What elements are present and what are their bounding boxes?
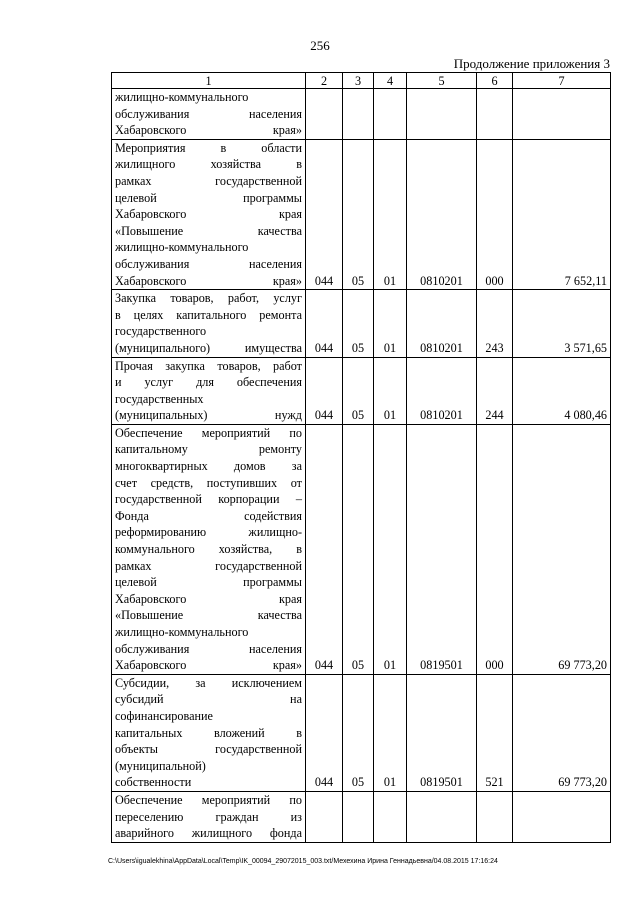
- description-line: жилищного хозяйства в: [115, 157, 302, 172]
- code-cell: 0819501: [407, 424, 477, 674]
- description-line: Мероприятия в области: [115, 140, 302, 155]
- description-line: в целях капитального ремонта: [115, 307, 302, 322]
- description-line: государственной корпорации –: [115, 492, 302, 507]
- description-line: Хабаровского края»: [115, 658, 302, 673]
- description-line: субсидий на: [115, 692, 302, 707]
- code-cell: 01: [374, 674, 407, 791]
- header-cell-1: 1: [112, 73, 306, 89]
- description-line: (муниципального) имущества: [115, 340, 302, 355]
- page-number: 256: [310, 38, 330, 53]
- code-cell: 01: [374, 290, 407, 357]
- code-cell: 521: [477, 674, 513, 791]
- description-line: жилищно-коммунального: [115, 90, 249, 104]
- table-row: [112, 791, 611, 842]
- code-cell: 05: [343, 357, 374, 424]
- description-cell: [112, 424, 306, 674]
- description-line: государственных: [115, 391, 204, 406]
- code-cell: [374, 89, 407, 140]
- amount-cell: [513, 89, 611, 140]
- header-cell-2: 2: [306, 73, 343, 89]
- header-row: [112, 73, 611, 89]
- code-cell: 044: [306, 357, 343, 424]
- code-cell: 01: [374, 357, 407, 424]
- description-line: капитальных вложений в: [115, 725, 302, 740]
- code-cell: 044: [306, 290, 343, 357]
- description-line: (муниципальной): [115, 758, 206, 773]
- code-cell: [477, 89, 513, 140]
- code-cell: 0810201: [407, 139, 477, 289]
- description-line: целевой программы: [115, 190, 302, 205]
- table-row: [112, 424, 611, 674]
- description-line: жилищно-коммунального: [115, 240, 249, 255]
- description-cell: [112, 674, 306, 791]
- description-line: жилищно-коммунального: [115, 625, 249, 639]
- description-line: обслуживания населения: [115, 256, 302, 271]
- code-cell: 05: [343, 674, 374, 791]
- amount-cell: 69 773,20: [513, 424, 611, 674]
- description-line: рамках государственной: [115, 558, 302, 573]
- description-line: реформированию жилищно-: [115, 525, 302, 540]
- description-line: обслуживания населения: [115, 106, 302, 121]
- description-line: обслуживания населения: [115, 641, 302, 656]
- description-cell: [112, 290, 306, 357]
- code-cell: 01: [374, 424, 407, 674]
- description-line: Хабаровского края»: [115, 123, 302, 138]
- description-line: Обеспечение мероприятий по: [115, 792, 302, 807]
- table-row: [112, 139, 611, 289]
- description-line: капитальному ремонту: [115, 442, 302, 457]
- description-line: аварийного жилищного фонда: [115, 826, 302, 841]
- budget-table: [111, 72, 611, 843]
- description-line: Прочая закупка товаров, работ: [115, 358, 302, 373]
- code-cell: 244: [477, 357, 513, 424]
- description-cell: [112, 791, 306, 842]
- description-line: (муниципальных) нужд: [115, 408, 302, 423]
- description-cell: [112, 89, 306, 140]
- code-cell: 000: [477, 139, 513, 289]
- header-cell-3: 3: [343, 73, 374, 89]
- description-line: Хабаровского края: [115, 591, 302, 606]
- description-line: собственности: [115, 775, 192, 790]
- amount-cell: 7 652,11: [513, 139, 611, 289]
- continuation-label: Продолжение приложения 3: [453, 56, 610, 71]
- description-line: Закупка товаров, работ, услуг: [115, 291, 302, 306]
- amount-cell: 4 080,46: [513, 357, 611, 424]
- code-cell: [477, 791, 513, 842]
- code-cell: [343, 89, 374, 140]
- code-cell: 0810201: [407, 290, 477, 357]
- description-line: Хабаровского края»: [115, 273, 302, 288]
- amount-cell: [513, 791, 611, 842]
- header-cell-6: 6: [477, 73, 513, 89]
- code-cell: 243: [477, 290, 513, 357]
- table-row: [112, 674, 611, 791]
- description-cell: [112, 139, 306, 289]
- footer-path: C:\Users\igualekhina\AppData\Local\Temp\IK_00094_29072015_003.txt/Мехехина Ирина Геннадьевна/04.08.2015 17:16:24: [108, 858, 498, 865]
- code-cell: [407, 791, 477, 842]
- code-cell: [306, 791, 343, 842]
- header-cell-5: 5: [407, 73, 477, 89]
- table-row: [112, 89, 611, 140]
- description-line: рамках государственной: [115, 173, 302, 188]
- table-row: [112, 290, 611, 357]
- code-cell: 000: [477, 424, 513, 674]
- header-cell-7: 7: [513, 73, 611, 89]
- code-cell: 05: [343, 424, 374, 674]
- description-line: Субсидии, за исключением: [115, 675, 302, 690]
- code-cell: 0810201: [407, 357, 477, 424]
- header-cell-4: 4: [374, 73, 407, 89]
- description-cell: [112, 357, 306, 424]
- description-line: целевой программы: [115, 575, 302, 590]
- description-line: государственного: [115, 324, 207, 339]
- description-line: переселению граждан из: [115, 809, 302, 824]
- description-line: коммунального хозяйства, в: [115, 542, 302, 557]
- code-cell: 0819501: [407, 674, 477, 791]
- amount-cell: 3 571,65: [513, 290, 611, 357]
- description-line: и услуг для обеспечения: [115, 375, 302, 390]
- description-line: «Повышение качества: [115, 608, 302, 623]
- code-cell: [343, 791, 374, 842]
- description-line: «Повышение качества: [115, 223, 302, 238]
- code-cell: 044: [306, 674, 343, 791]
- code-cell: 05: [343, 139, 374, 289]
- description-line: счет средств, поступивших от: [115, 475, 302, 490]
- description-line: Фонда содействия: [115, 508, 302, 523]
- code-cell: 044: [306, 139, 343, 289]
- code-cell: 05: [343, 290, 374, 357]
- amount-cell: 69 773,20: [513, 674, 611, 791]
- code-cell: 044: [306, 424, 343, 674]
- description-line: софинансирование: [115, 708, 213, 723]
- description-line: многоквартирных домов за: [115, 459, 302, 474]
- description-line: Хабаровского края: [115, 207, 302, 222]
- code-cell: [407, 89, 477, 140]
- code-cell: 01: [374, 139, 407, 289]
- code-cell: [306, 89, 343, 140]
- description-line: Обеспечение мероприятий по: [115, 425, 302, 440]
- code-cell: [374, 791, 407, 842]
- table-row: [112, 357, 611, 424]
- description-line: объекты государственной: [115, 742, 302, 757]
